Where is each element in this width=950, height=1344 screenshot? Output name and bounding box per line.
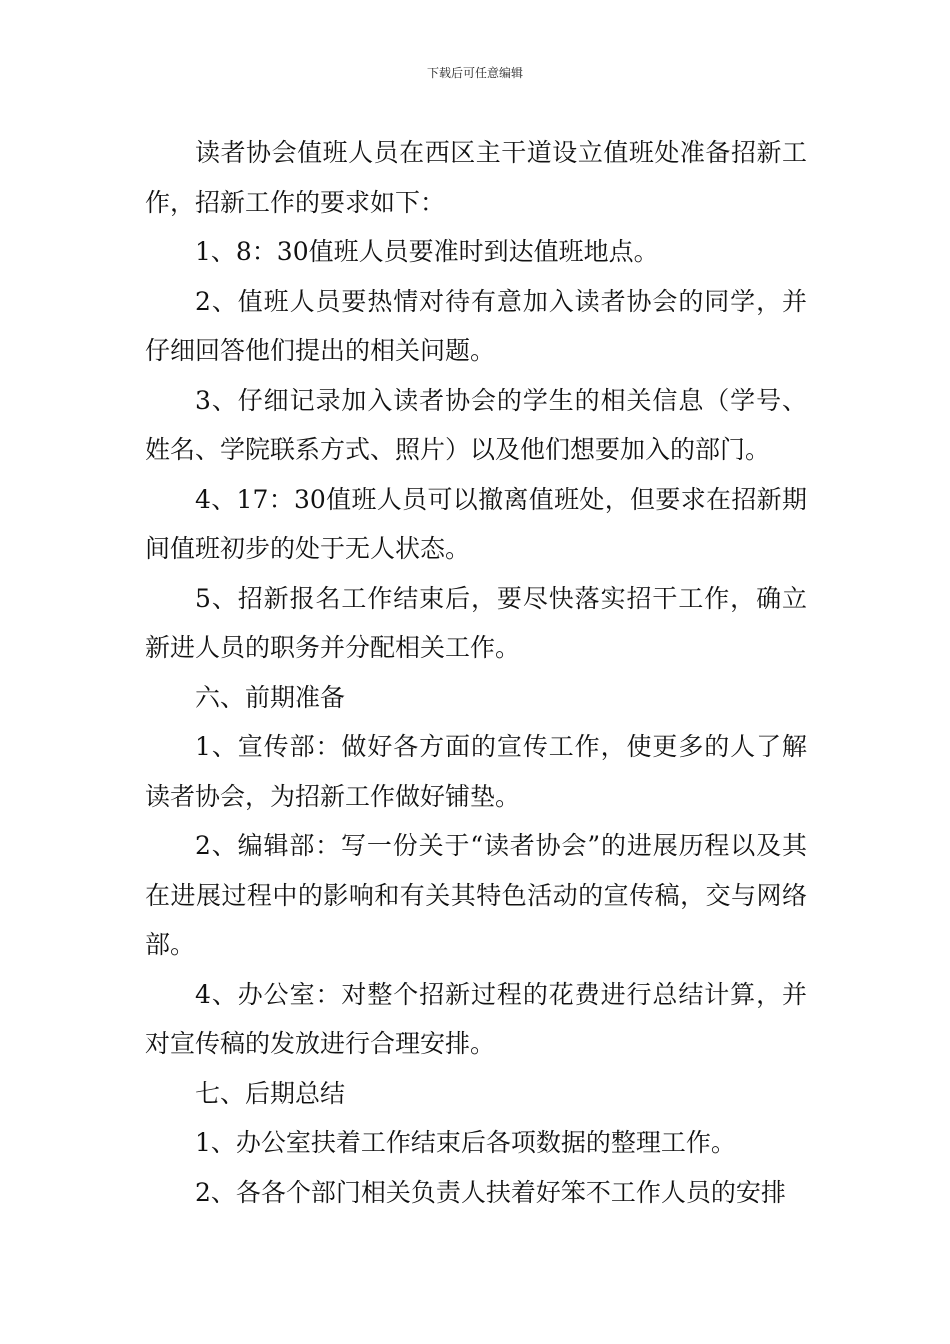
document-body — [145, 128, 807, 1217]
paragraph-summary-2: 2、各各个部门相关负责人扶着好笨不工作人员的安排 — [195, 1177, 786, 1207]
section-heading-preparation: 六、前期准备 — [195, 682, 346, 712]
paragraph-intro: 读者协会值班人员在西区主干道设立值班处准备招新工作，招新工作的要求如下： — [145, 138, 807, 217]
paragraph-item-1: 1、8：30值班人员要准时到达值班地点。 — [195, 237, 659, 266]
paragraph-item-2: 2、值班人员要热情对待有意加入读者协会的同学，并仔细回答他们提出的相关问题。 — [145, 286, 807, 365]
section-heading-summary: 七、后期总结 — [195, 1078, 346, 1108]
paragraph-summary-1: 1、办公室扶着工作结束后各项数据的整理工作。 — [195, 1128, 736, 1157]
paragraph-item-3: 3、仔细记录加入读者协会的学生的相关信息（学号、姓名、学院联系方式、照片）以及他们想要加入的部门。 — [145, 385, 807, 464]
paragraph-prep-1: 1、宣传部：做好各方面的宣传工作，使更多的人了解读者协会，为招新工作做好铺垫。 — [145, 732, 807, 811]
paragraph-prep-4: 4、办公室：对整个招新过程的花费进行总结计算，并对宣传稿的发放进行合理安排。 — [145, 979, 807, 1058]
paragraph-prep-2: 2、编辑部：写一份关于“读者协会”的进展历程以及其在进展过程中的影响和有关其特色活动的宣传稿，交与网络部。 — [145, 831, 807, 959]
paragraph-item-4: 4、17：30值班人员可以撤离值班处，但要求在招新期间值班初步的处于无人状态。 — [145, 484, 807, 563]
paragraph-item-5: 5、招新报名工作结束后，要尽快落实招干工作，确立新进人员的职务并分配相关工作。 — [145, 583, 807, 662]
page-header-note: 下载后可任意编辑 — [426, 66, 523, 80]
